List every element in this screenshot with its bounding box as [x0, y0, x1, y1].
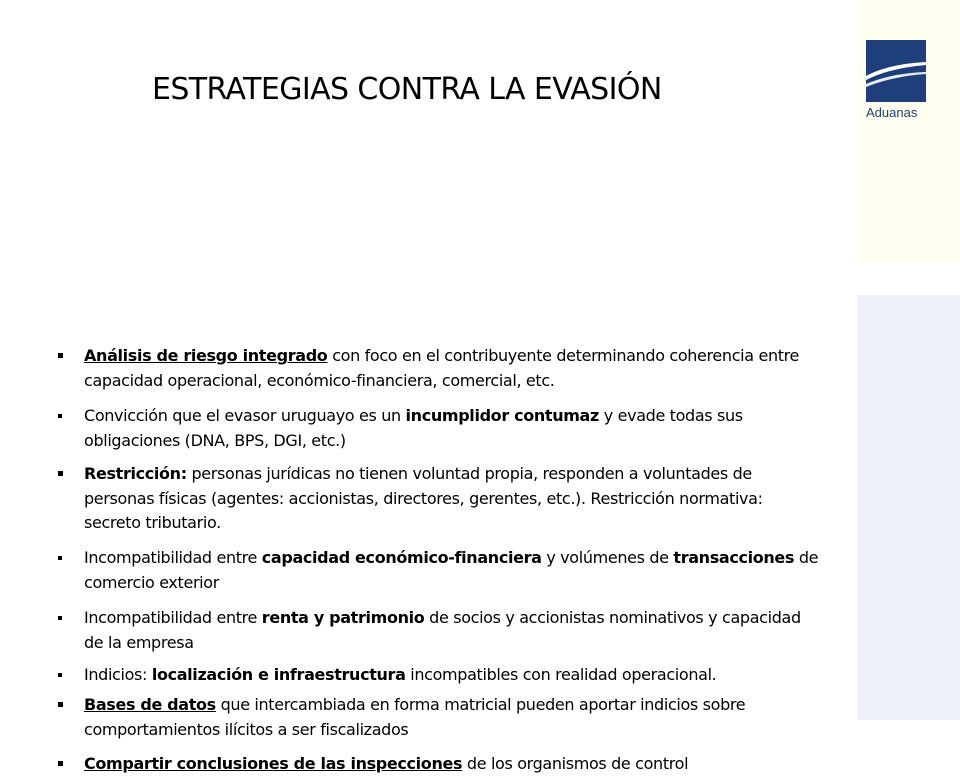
- slide-title: ESTRATEGIAS CONTRA LA EVASIÓN: [152, 72, 662, 107]
- bullet-text-run: Indicios:: [84, 665, 152, 684]
- bullet-text-run: personas jurídicas no tienen voluntad propia, responden a voluntades de personas físicas (agentes: accionistas, directores, gerentes, etc.). Restricción normativa: secreto tributario.: [84, 464, 763, 532]
- bullet-marker: [58, 556, 62, 560]
- bullet-emphasis: Análisis de riesgo integrado: [84, 346, 328, 365]
- bullet-text-run: de los organismos de control: [462, 754, 689, 773]
- bullet-text: [84, 464, 763, 532]
- bullet-marker: [58, 761, 63, 766]
- aduanas-logo-icon: [866, 40, 926, 102]
- bullet-text-run: que intercambiada en forma matricial pueden aportar indicios sobre comportamientos ilícitos a ser fiscalizados: [84, 695, 746, 739]
- bullet-text-run: incompatibles con realidad operacional.: [405, 665, 717, 684]
- bullet-marker: [58, 414, 62, 418]
- bullet-emphasis: incumplidor contumaz: [405, 406, 599, 425]
- bullet-text-run: Incompatibilidad entre: [84, 608, 262, 627]
- bullet-text-run: y volúmenes de: [541, 548, 674, 567]
- bullet-item-1: [84, 344, 824, 393]
- bullet-text: [84, 406, 743, 450]
- bullet-text: [84, 695, 745, 739]
- bullet-emphasis: renta y patrimonio: [261, 608, 425, 627]
- bullet-emphasis: Restricción:: [84, 464, 187, 483]
- bullet-emphasis: localización e infraestructura: [151, 665, 406, 684]
- bullet-item-6: [84, 663, 824, 688]
- side-panel-bottom: [857, 295, 960, 720]
- bullet-item-2: [84, 404, 824, 453]
- logo-label: Aduanas: [866, 105, 918, 120]
- bullet-item-8: [84, 752, 824, 777]
- bullet-text-run: Incompatibilidad entre: [84, 548, 262, 567]
- bullet-text-run: de comercio exterior: [84, 548, 819, 592]
- bullet-item-4: [84, 546, 824, 595]
- bullet-text-run: Convicción que el evasor uruguayo es un: [84, 406, 406, 425]
- bullet-text: [84, 665, 716, 684]
- bullet-marker: [58, 471, 63, 476]
- bullet-emphasis: transacciones: [673, 548, 795, 567]
- bullet-emphasis: Bases de datos: [84, 695, 216, 714]
- bullet-item-7: [84, 693, 824, 742]
- bullet-text-run: de socios y accionistas nominativos y capacidad de la empresa: [84, 608, 801, 652]
- bullet-marker: [58, 673, 62, 677]
- bullet-emphasis: Compartir conclusiones de las inspecciones: [84, 754, 463, 773]
- bullet-text: [84, 754, 688, 773]
- bullet-marker: [58, 353, 63, 358]
- bullet-item-3: [84, 462, 824, 536]
- bullet-text: [84, 608, 801, 652]
- bullet-emphasis: capacidad económico-financiera: [261, 548, 542, 567]
- bullet-text: [84, 346, 799, 390]
- bullet-text-run: con foco en el contribuyente determinando coherencia entre capacidad operacional, económico-financiera, comercial, etc.: [84, 346, 800, 390]
- bullet-marker: [58, 702, 63, 707]
- bullet-marker: [58, 616, 62, 620]
- bullet-item-5: [84, 606, 824, 655]
- bullet-text: [84, 548, 818, 592]
- bullet-text-run: y evade todas sus obligaciones (DNA, BPS, DGI, etc.): [84, 406, 743, 450]
